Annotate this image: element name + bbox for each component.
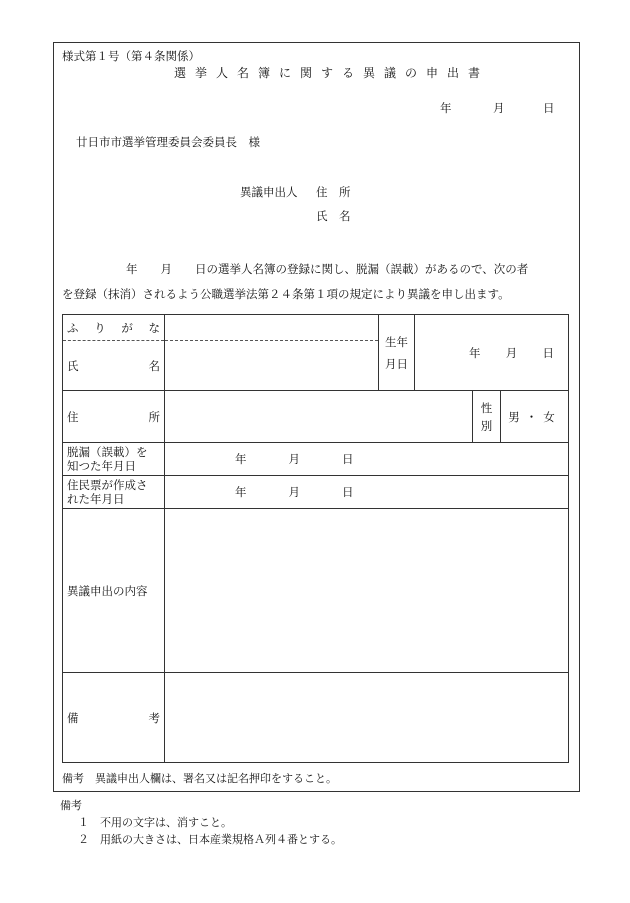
date-header-year: 年 <box>440 101 452 115</box>
sex-label-2: 別 <box>480 418 493 433</box>
name-label: 氏 名 <box>67 358 160 373</box>
dob-year: 年 <box>469 345 481 360</box>
note-item-2: ２ 用紙の大きさは、日本産業規格Ａ列４番とする。 <box>78 833 342 846</box>
applicant-name-label: 氏 名 <box>316 209 351 223</box>
dob-label-cell <box>379 315 415 391</box>
addressee: 廿日市市選挙管理委員会委員長 様 <box>76 135 260 149</box>
sex-options[interactable]: 男・女 <box>501 391 569 443</box>
remarks-label-cell <box>63 673 165 763</box>
remarks-label: 備 考 <box>67 710 160 725</box>
remarks-field[interactable] <box>165 673 569 763</box>
address-label-cell <box>63 391 165 443</box>
furigana-label-cell <box>63 315 165 341</box>
note-item-1: １ 不用の文字は、消すこと。 <box>78 816 232 829</box>
notes-heading: 備考 <box>60 799 82 812</box>
residence-date-label: 住民票が作成さ れた年月日 <box>63 476 165 509</box>
name-label-cell <box>63 341 165 391</box>
inner-note: 備考 異議申出人欄は、署名又は記名押印をすること。 <box>62 772 337 785</box>
omission-date-label: 脱漏（誤載）を 知つた年月日 <box>63 443 165 476</box>
omission-date-field[interactable] <box>165 443 569 476</box>
dob-month: 月 <box>505 345 518 360</box>
residence-month: 月 <box>288 485 300 499</box>
applicant-address-label: 住 所 <box>316 185 351 199</box>
dob-day: 日 <box>542 345 554 360</box>
residence-date-field[interactable] <box>165 476 569 509</box>
residence-year: 年 <box>235 485 247 499</box>
applicant-label: 異議申出人 <box>240 185 298 199</box>
address-field[interactable] <box>165 391 473 443</box>
omission-day: 日 <box>342 452 354 466</box>
form-label: 様式第１号（第４条関係） <box>62 49 200 63</box>
content-label: 異議申出の内容 <box>63 509 165 673</box>
furigana-field[interactable] <box>165 315 379 341</box>
content-field[interactable] <box>165 509 569 673</box>
omission-month: 月 <box>288 452 300 466</box>
date-header-month: 月 <box>493 101 505 115</box>
residence-day: 日 <box>342 485 354 499</box>
body-line-1: 年 月 日の選挙人名簿の登録に関し、脱漏（誤載）があるので、次の者 <box>126 262 529 276</box>
omission-year: 年 <box>235 452 247 466</box>
address-label: 住 所 <box>67 409 160 424</box>
sex-label-1: 性 <box>480 400 493 415</box>
furigana-label: ふ り が な <box>67 320 160 335</box>
dob-label-1: 生年 <box>385 334 408 349</box>
dob-field[interactable] <box>415 315 569 391</box>
dob-label-2: 月日 <box>385 356 408 371</box>
date-header-day: 日 <box>543 101 555 115</box>
form-title: 選挙人名簿に関する異議の申出書 <box>174 66 490 80</box>
name-field[interactable] <box>165 341 379 391</box>
body-line-2: を登録（抹消）されるよう公職選挙法第２４条第１項の規定により異議を申し出ます。 <box>62 287 510 301</box>
applicant-table <box>62 314 569 763</box>
sex-label-cell <box>473 391 501 443</box>
